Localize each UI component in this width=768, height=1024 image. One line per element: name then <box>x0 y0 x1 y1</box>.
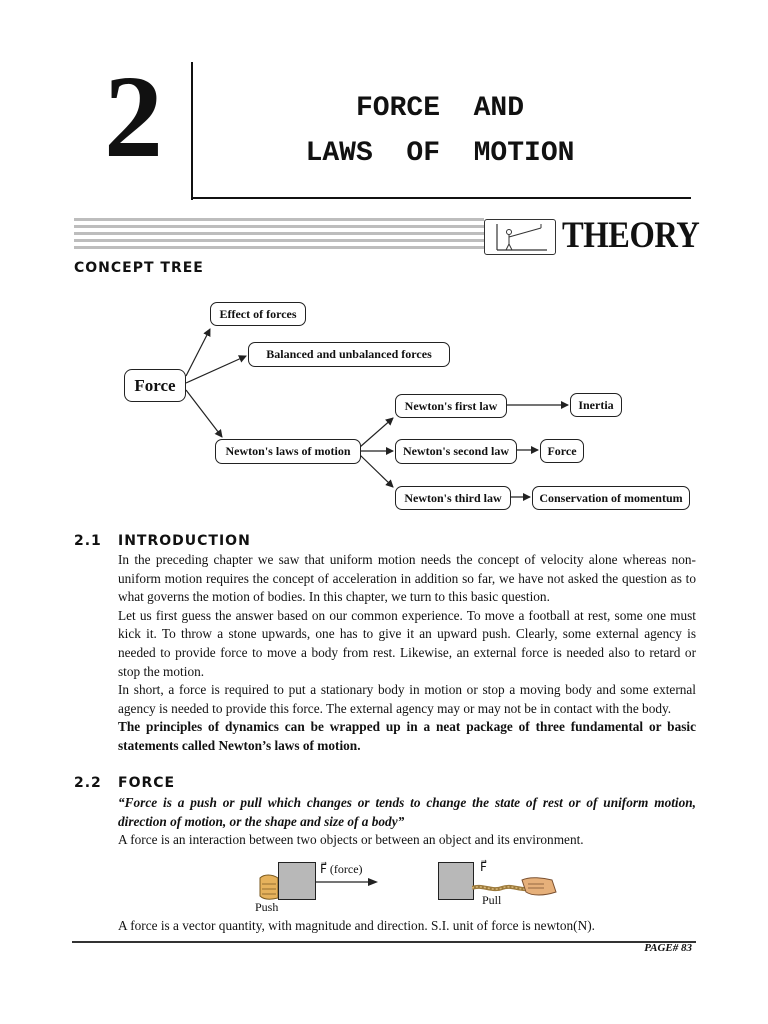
intro-paragraph-2: Let us first guess the answer based on our common experience. To move a football at rest, some one must kick it. To throw a stone upwards, one has to give it an upward push. Clearly, some external agency is needed to provide force to move a body from rest. Likewise, an external force is needed also to retard or stop the motion. <box>118 607 696 679</box>
force-body <box>118 794 696 850</box>
pull-force-label: F⃗ <box>480 860 487 874</box>
footer-rule <box>72 941 696 943</box>
tree-node-force-result: Force <box>540 439 584 463</box>
force-paragraph-2: A force is a vector quantity, with magnitude and direction. S.I. unit of force is newton(N). <box>118 918 595 933</box>
tree-node-inertia: Inertia <box>570 393 622 417</box>
pull-block <box>438 862 474 900</box>
tree-node-first-law: Newton's first law <box>395 394 507 418</box>
intro-paragraph-4: The principles of dynamics can be wrapped up in a neat package of three fundamental or basic statements called Newton’s laws of motion. <box>118 719 696 753</box>
push-force-label: F⃗ (force) <box>320 862 363 876</box>
section-force-heading <box>0 775 768 793</box>
introduction-body <box>118 551 696 756</box>
section-number: 2.1 <box>74 533 102 549</box>
section-number: 2.2 <box>74 775 102 791</box>
tree-node-balanced-unbalanced: Balanced and unbalanced forces <box>248 342 450 367</box>
section-title: INTRODUCTION <box>118 533 251 549</box>
intro-paragraph-1: In the preceding chapter we saw that uniform motion needs the concept of velocity alone whereas non-uniform motion requires the concept of acceleration in addition so far, we have not asked the question as to what governs the motion of bodies. In this chapter, we turn to this basic question. <box>118 552 696 605</box>
intro-paragraph-3: In short, a force is required to put a stationary body in motion or stop a moving body and some external agency is needed to provide this force. The external agency may or may not be in contact with the body. <box>118 682 696 716</box>
tree-node-effect-of-forces: Effect of forces <box>210 302 306 326</box>
tree-node-force: Force <box>124 369 186 402</box>
section-introduction-heading <box>0 533 768 551</box>
push-block <box>278 862 316 900</box>
concept-tree-heading: CONCEPT TREE <box>74 260 204 276</box>
page-number: PAGE# 83 <box>644 942 692 954</box>
force-paragraph-1: A force is an interaction between two objects or between an object and its environment. <box>118 832 584 848</box>
theory-label: THEORY <box>562 215 700 256</box>
push-label: Push <box>255 900 279 914</box>
chapter-number: 2 <box>104 51 161 182</box>
tree-node-third-law: Newton's third law <box>395 486 511 510</box>
tree-node-conservation-of-momentum: Conservation of momentum <box>532 486 690 510</box>
pull-label: Pull <box>482 893 502 907</box>
force-definition: “Force is a push or pull which changes or tends to change the state of rest or of uniform motion, direction of motion, or the shape and size of a body” <box>118 795 696 829</box>
chapter-title: FORCE AND LAWS OF MOTION <box>305 93 575 169</box>
tree-node-second-law: Newton's second law <box>395 439 517 464</box>
section-title: FORCE <box>118 775 176 791</box>
tree-node-newtons-laws: Newton's laws of motion <box>215 439 361 464</box>
